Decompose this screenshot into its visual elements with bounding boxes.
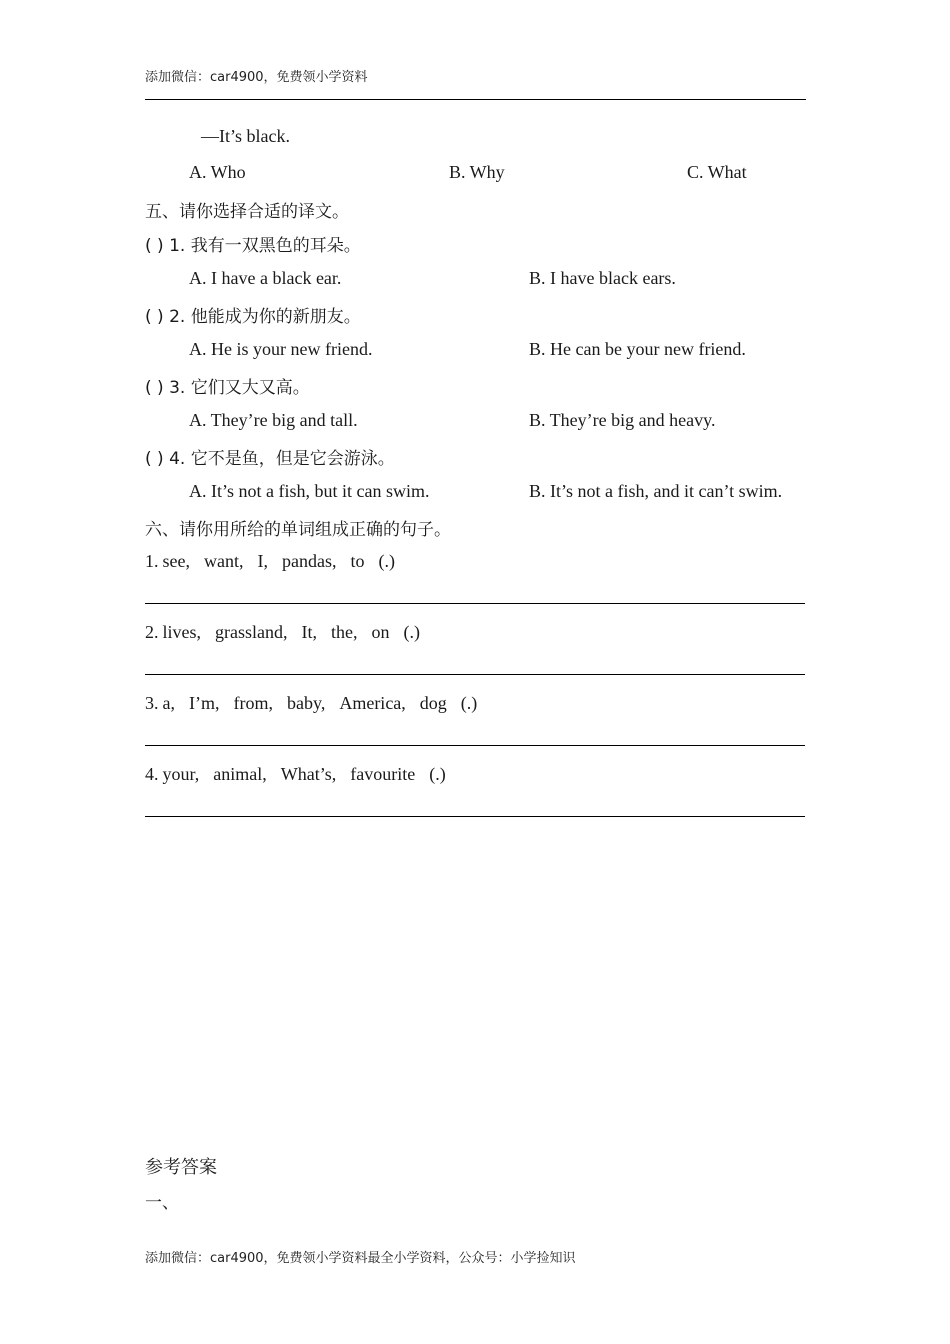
word: America, [339, 693, 406, 713]
s5-q3-stem: ( ) 3. 它们又大又高。 [145, 378, 310, 398]
word: see, [162, 551, 190, 571]
s6-item-1 [145, 551, 409, 572]
s5-q4-option-b: B. It’s not a fish, and it can’t swim. [529, 481, 783, 501]
word: to [350, 551, 365, 571]
word: your, [162, 764, 200, 784]
word: (.) [460, 693, 478, 713]
word: on [371, 622, 390, 642]
word: I’m, [189, 693, 220, 713]
answer-blank-2[interactable] [145, 674, 805, 675]
header-divider [145, 99, 806, 100]
answer-line: —It’s black. [201, 126, 290, 146]
answer-blank-3[interactable] [145, 745, 805, 746]
s6-item-1-num: 1. [145, 551, 159, 571]
word: I, [257, 551, 268, 571]
word: pandas, [281, 551, 337, 571]
word: animal, [213, 764, 267, 784]
option-b: B. Why [449, 162, 505, 182]
s5-q1-option-a: A. I have a black ear. [189, 268, 342, 288]
word: lives, [162, 622, 201, 642]
s6-item-3-num: 3. [145, 693, 159, 713]
word: dog [419, 693, 447, 713]
page-footer: 添加微信：car4900，免费领小学资料最全小学资料，公众号：小学捡知识 [145, 1251, 576, 1266]
word: It, [301, 622, 317, 642]
s5-q3-option-a: A. They’re big and tall. [189, 410, 358, 430]
s5-q1-stem: ( ) 1. 我有一双黑色的耳朵。 [145, 236, 361, 256]
word: grassland, [215, 622, 288, 642]
word: (.) [429, 764, 446, 784]
word: favourite [350, 764, 416, 784]
section6-title: 六、请你用所给的单词组成正确的句子。 [145, 520, 451, 540]
section5-title: 五、请你选择合适的译文。 [145, 202, 349, 222]
word: from, [233, 693, 273, 713]
page-header: 添加微信：car4900，免费领小学资料 [145, 70, 368, 85]
s6-item-2-num: 2. [145, 622, 159, 642]
s5-q4-stem: ( ) 4. 它不是鱼，但是它会游泳。 [145, 449, 395, 469]
s5-q4-option-a: A. It’s not a fish, but it can swim. [189, 481, 430, 501]
s5-q1-option-b: B. I have black ears. [529, 268, 676, 288]
s5-q2-option-a: A. He is your new friend. [189, 339, 373, 359]
word: the, [330, 622, 358, 642]
option-a: A. Who [189, 162, 246, 182]
word: (.) [378, 551, 395, 571]
answer-blank-4[interactable] [145, 816, 805, 817]
word: a, [162, 693, 175, 713]
word: want, [203, 551, 244, 571]
answer-blank-1[interactable] [145, 603, 805, 604]
s5-q2-option-b: B. He can be your new friend. [529, 339, 746, 359]
answers-section-1: 一、 [145, 1193, 179, 1213]
s6-item-4-num: 4. [145, 764, 159, 784]
answers-title: 参考答案 [145, 1157, 217, 1178]
word: baby, [287, 693, 326, 713]
s5-q3-option-b: B. They’re big and heavy. [529, 410, 716, 430]
s6-item-3 [145, 693, 491, 714]
word: What’s, [280, 764, 337, 784]
s6-item-2 [145, 622, 434, 643]
word: (.) [403, 622, 420, 642]
s5-q2-stem: ( ) 2. 他能成为你的新朋友。 [145, 307, 361, 327]
s6-item-4 [145, 764, 460, 785]
option-c: C. What [687, 162, 747, 182]
